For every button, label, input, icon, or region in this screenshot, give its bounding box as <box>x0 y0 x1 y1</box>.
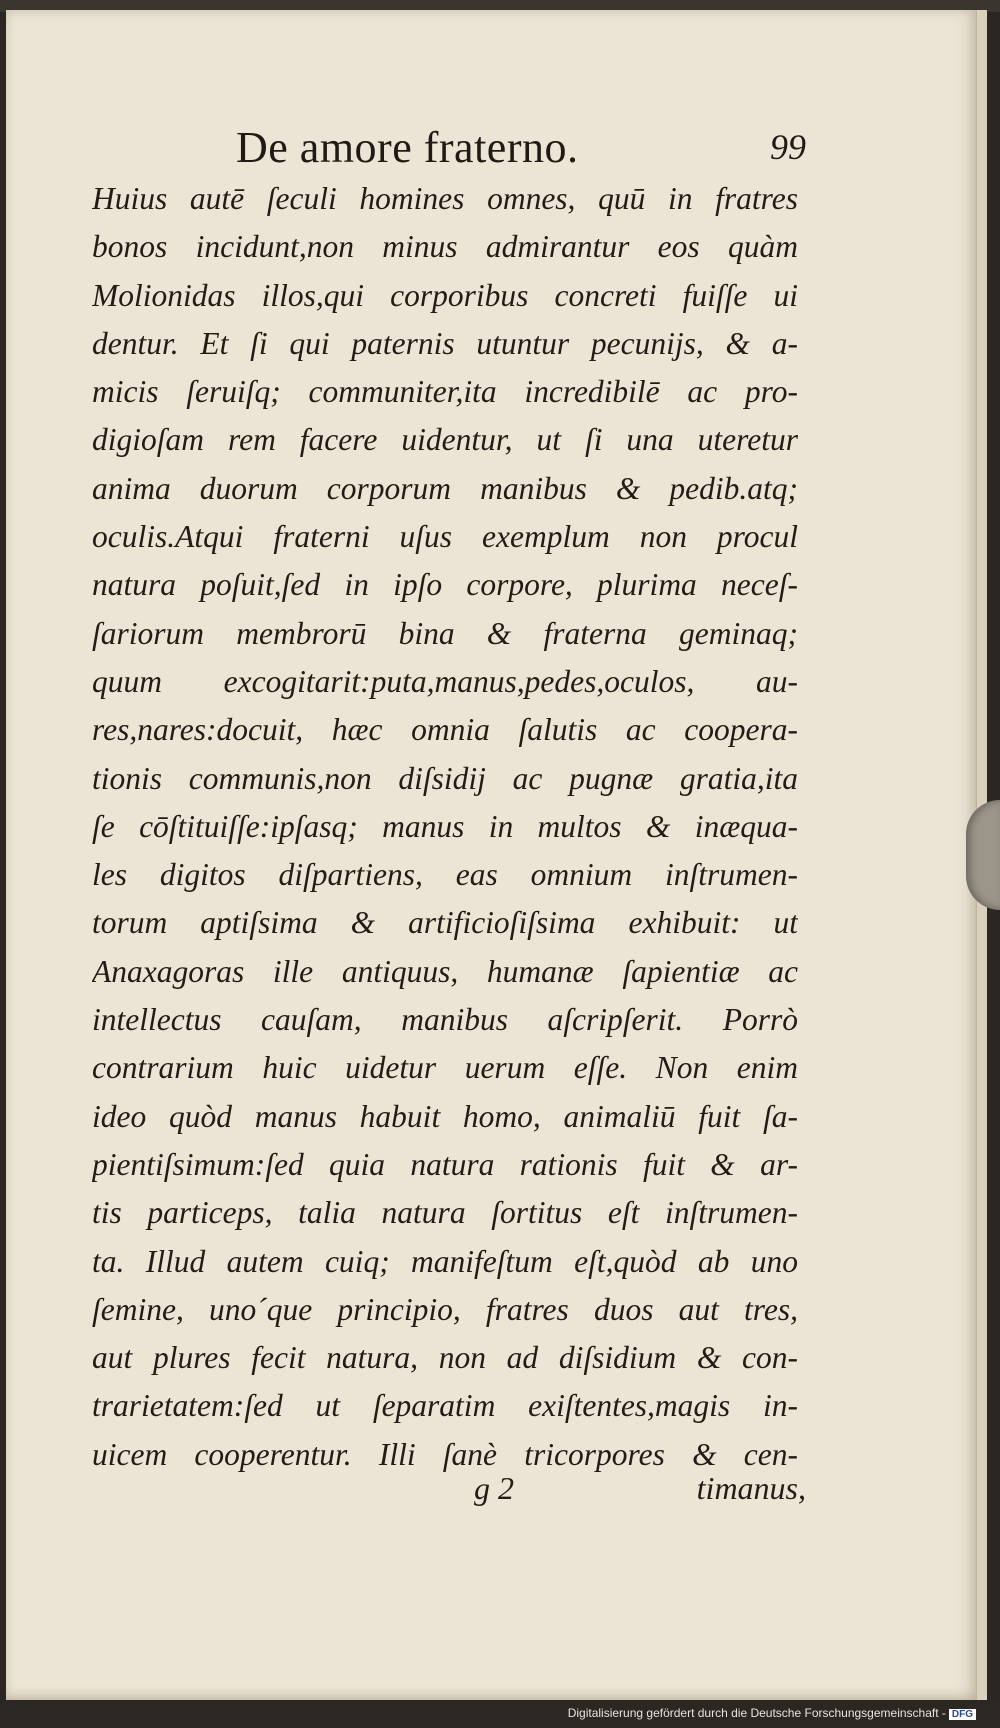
text-line: natura poſuit,ſed in ipſo corpore, plurima neceſ- <box>92 567 798 603</box>
text-line: pientiſsimum:ſed quia natura rationis fuit & ar- <box>92 1146 798 1182</box>
text-line: Huius autē ſeculi homines omnes, quū in fratres <box>92 181 798 216</box>
text-line: Anaxagoras ille antiquus, humanæ ſapientiæ ac <box>92 953 798 989</box>
text-line: tis particeps, talia natura ſortitus eſt inſtrumen- <box>92 1195 798 1231</box>
dfg-logo: DFG <box>949 1709 976 1720</box>
text-line: torum aptiſsima & artificioſiſsima exhibuit: ut <box>92 905 798 941</box>
text-line: dentur. Et ſi qui paternis utuntur pecunijs, & a- <box>92 325 798 361</box>
text-line: bonos incidunt,non minus admirantur eos quàm <box>92 229 798 265</box>
text-line: aut plures fecit natura, non ad diſsidium & con- <box>92 1340 798 1376</box>
text-line: oculis.Atqui fraterni uſus exemplum non procul <box>92 519 798 555</box>
text-line: micis ſeruiſq; communiter,ita incredibilē ac pro- <box>92 374 798 410</box>
text-line: ſariorum membrorū bina & fraterna geminaq; <box>92 615 798 651</box>
page-footer <box>466 1470 806 1520</box>
page-header <box>236 122 806 174</box>
body-text <box>92 175 798 1479</box>
signature-mark: g 2 <box>474 1470 514 1506</box>
text-line: ſe cōſtituiſſe:ipſasq; manus in multos & inæqua- <box>92 808 798 844</box>
text-line: les digitos diſpartiens, eas omnium inſtrumen- <box>92 857 798 893</box>
text-line: intellectus cauſam, manibus aſcripſerit. Porrò <box>92 1002 798 1038</box>
text-line: ta. Illud autem cuiq; manifeſtum eſt,quòd ab uno <box>92 1243 798 1279</box>
text-line: res,nares:docuit, hæc omnia ſalutis ac coopera- <box>92 712 798 748</box>
text-line: ideo quòd manus habuit homo, animaliū fuit ſa- <box>92 1098 798 1134</box>
text-line: uicem cooperentur. Illi ſanè tricorpores & cen- <box>92 1436 798 1472</box>
book-page <box>6 10 976 1700</box>
text-line: anima duorum corporum manibus & pedib.atq; <box>92 470 798 506</box>
credit-text: Digitalisierung gefördert durch die Deutsche Forschungsgemeinschaft - <box>567 1706 946 1720</box>
text-line: ſemine, uno´que principio, fratres duos aut tres, <box>92 1291 798 1327</box>
running-head: De amore fraterno. <box>236 123 579 172</box>
text-line: trarietatem:ſed ut ſeparatim exiſtentes,magis in- <box>92 1388 798 1424</box>
text-line: Molionidas illos,qui corporibus concreti fuiſſe ui <box>92 277 798 313</box>
text-line: quum excogitarit:puta,manus,pedes,oculos, au- <box>92 663 798 699</box>
catchword: timanus, <box>696 1470 806 1506</box>
book-clasp <box>966 800 1000 910</box>
text-line: digioſam rem facere uidentur, ut ſi una uteretur <box>92 422 798 458</box>
page-number: 99 <box>770 127 806 167</box>
digitization-credit <box>568 1706 976 1720</box>
text-line: contrarium huic uidetur uerum eſſe. Non enim <box>92 1050 798 1086</box>
text-line: tionis communis,non diſsidij ac pugnæ gratia,ita <box>92 760 798 796</box>
